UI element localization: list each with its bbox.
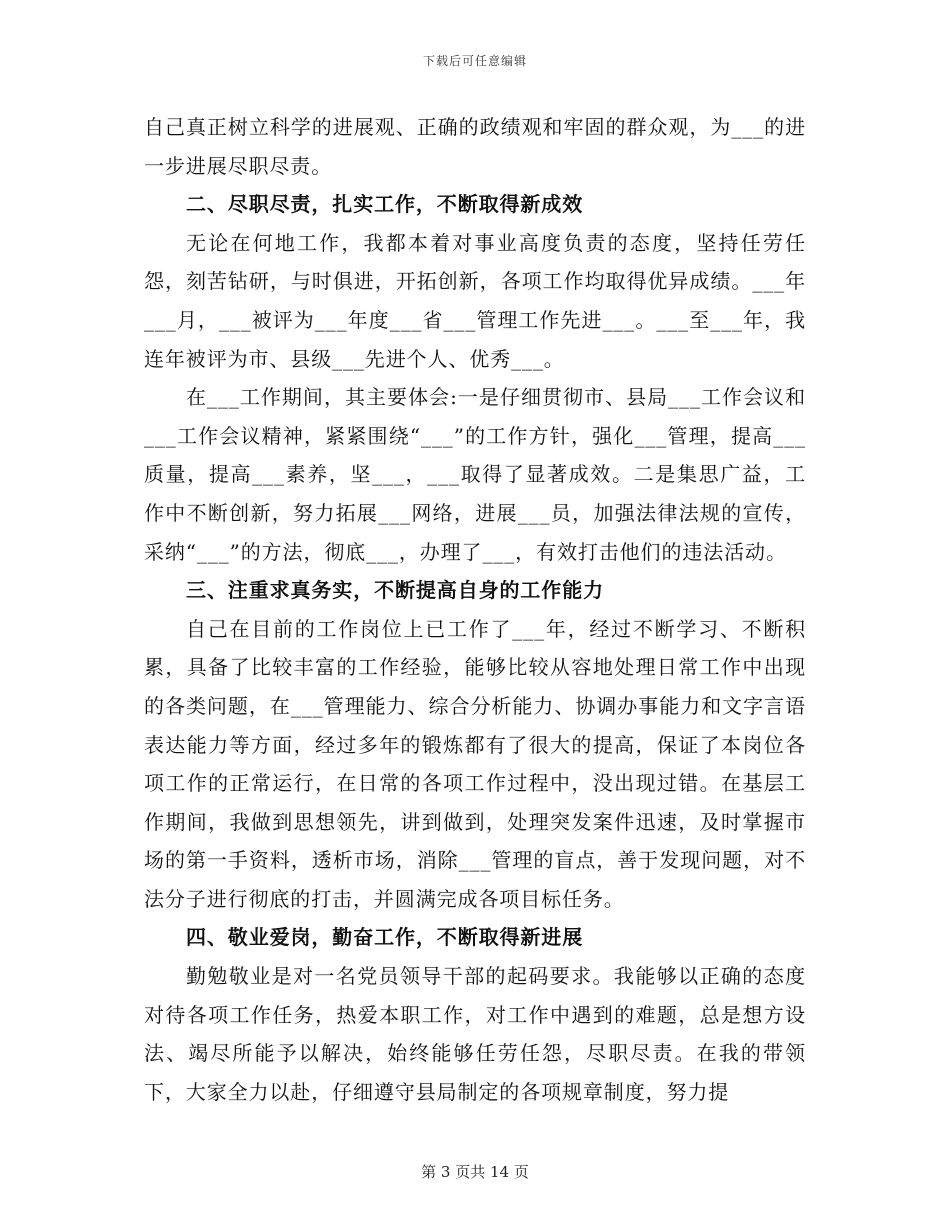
paragraph-continuation: 自己真正树立科学的进展观、正确的政绩观和牢固的群众观，为___的进一步进展尽职尽责。: [144, 115, 806, 178]
section-heading-4: 四、敬业爱岗，勤奋工作，不断取得新进展: [186, 925, 584, 950]
paragraph-experience: 在___工作期间，其主要体会:一是仔细贯彻市、县局___工作会议和___工作会议精神，紧紧围绕“___”的工作方针，强化___管理，提高___质量，提高___素养，坚___，___取得了显著成效。二是集思广益，工作中不断创新，努力拓展___网络，进展___员，加强法律法规的宣传，采纳“___”的方法，彻底___，办理了___，有效打击他们的违法活动。: [144, 385, 806, 564]
page-header: 下载后可任意编辑: [422, 54, 527, 68]
paragraph-work-ability: 自己在目前的工作岗位上已工作了___年，经过不断学习、不断积累，具备了比较丰富的工作经验，能够比较从容地处理日常工作中出现的各类问题，在___管理能力、综合分析能力、协调办事能力和文字言语表达能力等方面，经过多年的锻炼都有了很大的提高，保证了本岗位各项工作的正常运行，在日常的各项工作过程中，没出现过错。在基层工作期间，我做到思想领先，讲到做到，处理突发案件迅速，及时掌握市场的第一手资料，透析市场，消除___管理的盲点，善于发现问题，对不法分子进行彻底的打击，并圆满完成各项目标任务。: [144, 616, 806, 911]
paragraph-dedication: 勤勉敬业是对一名党员领导干部的起码要求。我能够以正确的态度对待各项工作任务，热爱本职工作，对工作中遇到的难题，总是想方设法、竭尽所能予以解决，始终能够任劳任怨，尽职尽责。在我的带领下，大家全力以赴，仔细遵守县局制定的各项规章制度，努力提: [144, 964, 806, 1104]
paragraph-achievements: 无论在何地工作，我都本着对事业高度负责的态度，坚持任劳任怨，刻苦钻研，与时俱进，开拓创新，各项工作均取得优异成绩。___年___月，___被评为___年度___省___管理工作先进___。___至___年，我连年被评为市、县级___先进个人、优秀___。: [144, 230, 806, 371]
page-footer: 第 3 页共 14 页: [421, 1163, 529, 1181]
document-body: [144, 108, 806, 1111]
section-heading-3: 三、注重求真务实，不断提高自身的工作能力: [186, 578, 604, 603]
section-heading-2: 二、尽职尽责，扎实工作，不断取得新成效: [186, 192, 584, 217]
